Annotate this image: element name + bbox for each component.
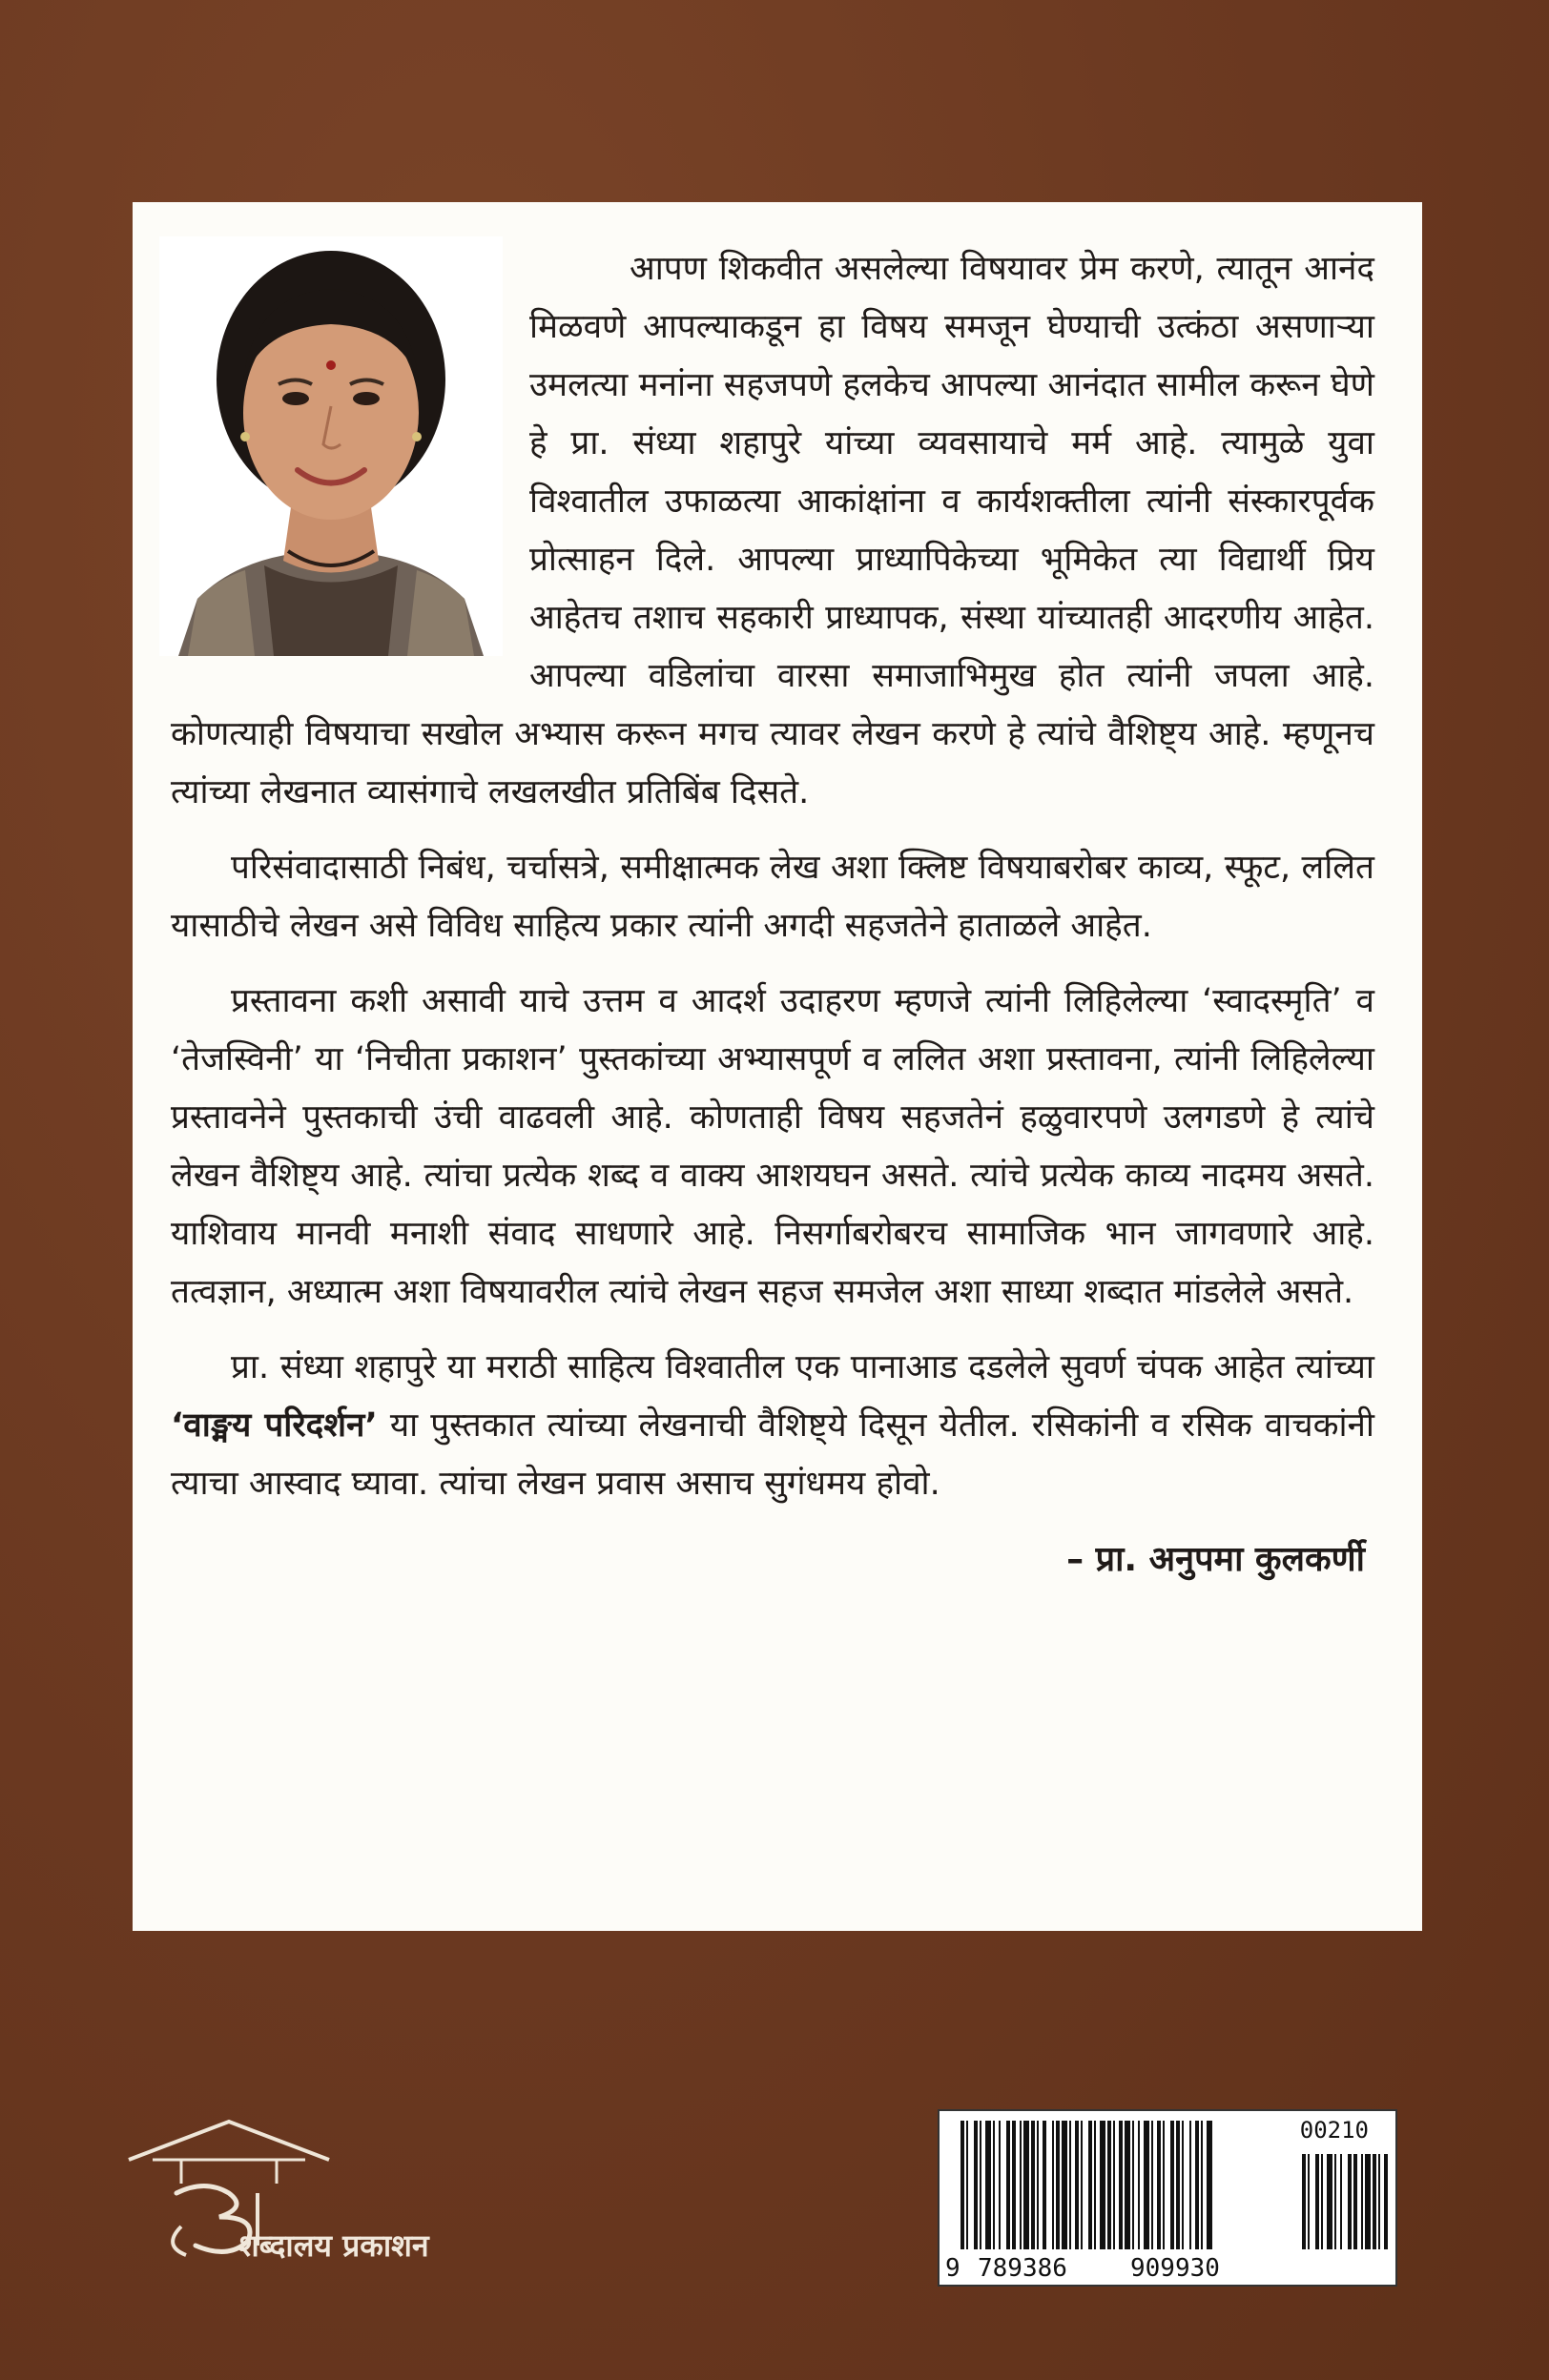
barcode-right-digits: 909930	[1130, 2254, 1220, 2283]
paragraph-1: आपण शिकवीत असलेल्या विषयावर प्रेम करणे, त्यातून आनंद मिळवणे आपल्याकडून हा विषय समजून घेण्याची उत्कंठा असणाऱ्या उमलत्या मनांना सहजपणे हलकेच आपल्या आनंदात सामील करून घेणे हे प्रा. संध्या शहापुरे यांच्या व्यवसायाचे मर्म आहे. त्यामुळे युवा विश्वातील उफाळत्या आकांक्षांना व कार्यशक्तीला त्यांनी संस्कारपूर्वक प्रोत्साहन दिले. आपल्या प्राध्यापिकेच्या भूमिकेत त्या विद्यार्थी प्रिय आहेतच तशाच सहकारी प्राध्यापक, संस्था यांच्यातही आदरणीय आहेत. आपल्या वडिलांचा वारसा समाजाभिमुख होत त्यांनी जपला आहे. कोणत्याही विषयाचा सखोल अभ्यास करून मगच त्यावर लेखन करणे हे त्यांचे वैशिष्ट्य आहे. म्हणूनच त्यांच्या लेखनात व्यासंगाचे लखलखीत प्रतिबिंब दिसते.	[171, 250, 1374, 811]
barcode-bar	[974, 2121, 978, 2249]
barcode-bar	[1132, 2121, 1134, 2249]
back-cover-text-panel	[133, 202, 1422, 1931]
barcode-lead-digit: 9	[945, 2254, 960, 2283]
barcode-bar	[980, 2121, 981, 2249]
barcode-bar	[1043, 2121, 1046, 2249]
barcode-left-digits: 789386	[978, 2254, 1067, 2283]
barcode-addon-bar	[1327, 2154, 1332, 2249]
barcode-bar	[1157, 2121, 1161, 2249]
barcode-bar	[1138, 2121, 1140, 2249]
barcode-bar	[1012, 2121, 1016, 2249]
barcode-bar	[1144, 2121, 1149, 2249]
barcode-bar	[1006, 2121, 1010, 2249]
barcode-bar	[1151, 2121, 1153, 2249]
barcode-bar	[1201, 2121, 1203, 2249]
reviewer-signature: – प्रा. अनुपमा कुलकर्णी	[1066, 1540, 1365, 1579]
barcode-bar	[999, 2121, 1001, 2249]
barcode-bar	[1163, 2121, 1165, 2249]
paragraph-2: परिसंवादासाठी निबंध, चर्चासत्रे, समीक्षात्मक लेख अशा क्लिष्ट विषयाबरोबर काव्य, स्फूट, ललित यासाठीचे लेखन असे विविध साहित्य प्रकार त्यांनी अगदी सहजतेने हाताळले आहेत.	[171, 849, 1374, 945]
isbn-barcode	[938, 2109, 1397, 2287]
barcode-bar	[1023, 2121, 1029, 2249]
barcode-bar	[960, 2121, 964, 2249]
barcode-bar	[1100, 2121, 1105, 2249]
barcode-bar	[1031, 2121, 1035, 2249]
barcode-addon-bar	[1315, 2154, 1319, 2249]
barcode-addon-bar	[1353, 2154, 1357, 2249]
barcode-bar	[1056, 2121, 1060, 2249]
barcode-bar	[1062, 2121, 1067, 2249]
barcode-bar	[1125, 2121, 1130, 2249]
barcode-bar	[1170, 2121, 1174, 2249]
barcode-addon-bar	[1321, 2154, 1323, 2249]
barcode-addon-bar	[1334, 2154, 1336, 2249]
barcode-addon-bar	[1361, 2154, 1363, 2249]
barcode-addon-bar	[1340, 2154, 1342, 2249]
barcode-bar	[1113, 2121, 1115, 2249]
barcode-addon-bar	[1348, 2154, 1352, 2249]
barcode-bar	[1081, 2121, 1083, 2249]
barcode-addon-bar	[1384, 2154, 1388, 2249]
publisher-name: शब्दालय प्रकाशन	[238, 2227, 429, 2264]
paragraph-3: प्रस्तावना कशी असावी याचे उत्तम व आदर्श उदाहरण म्हणजे त्यांनी लिहिलेल्या ‘स्वादस्मृति’ व ‘तेजस्विनी’ या ‘निचीता प्रकाशन’ पुस्तकांच्या अभ्यासपूर्ण व ललित अशा प्रस्तावना, त्यांनी लिहिलेल्या प्रस्तावनेने पुस्तकाची उंची वाढवली आहे. कोणताही विषय सहजतेनं हळुवारपणे उलगडणे हे त्यांचे लेखन वैशिष्ट्य आहे. त्यांचा प्रत्येक शब्द व वाक्य आशयघन असते. त्यांचे प्रत्येक काव्य नादमय असते. याशिवाय मानवी मनाशी संवाद साधणारे आहे. निसर्गाबरोबरच सामाजिक भान जागवणारे आहे. तत्वज्ञान, अध्यात्म अशा विषयावरील त्यांचे लेखन सहज समजेल अशा साध्या शब्दात मांडलेले असते.	[171, 982, 1374, 1311]
barcode-bar	[985, 2121, 991, 2249]
paragraph-4-start: प्रा. संध्या शहापुरे या मराठी साहित्य विश्वातील एक पानाआड दडलेले सुवर्ण चंपक आहेत त्यांच्या	[231, 1348, 1374, 1386]
barcode-bar	[1182, 2121, 1184, 2249]
barcode-bar	[1069, 2121, 1071, 2249]
barcode-bar	[966, 2121, 968, 2249]
barcode-bar	[993, 2121, 995, 2249]
barcode-addon-bar	[1302, 2154, 1306, 2249]
author-photo	[159, 236, 503, 656]
barcode-bar	[1088, 2121, 1092, 2249]
barcode-bar	[1195, 2121, 1199, 2249]
barcode-price-code: 00210	[1299, 2117, 1369, 2144]
barcode-bar	[1119, 2121, 1123, 2249]
paragraph-4	[171, 1339, 1374, 1513]
barcode-bar	[1207, 2121, 1212, 2249]
barcode-bar	[1037, 2121, 1039, 2249]
barcode-bar	[1020, 2121, 1022, 2249]
barcode-bar	[1189, 2121, 1191, 2249]
barcode-addon-bar	[1378, 2154, 1380, 2249]
book-title: ‘वाङ्मय परिदर्शन’	[171, 1406, 378, 1445]
barcode-addon-bar	[1308, 2154, 1310, 2249]
paragraph-4-end: या पुस्तकात त्यांच्या लेखनाची वैशिष्ट्ये दिसून येतील. रसिकांनी व रसिक वाचकांनी त्याचा आस्वाद घ्यावा. त्यांचा लेखन प्रवास असाच सुगंधमय होवो.	[171, 1406, 1374, 1503]
barcode-addon-bar	[1365, 2154, 1371, 2249]
barcode-addon-bar	[1373, 2154, 1376, 2249]
barcode-bar	[1107, 2121, 1111, 2249]
barcode-bar	[1094, 2121, 1096, 2249]
barcode-bar	[1176, 2121, 1180, 2249]
barcode-bar	[1075, 2121, 1079, 2249]
barcode-bar	[1052, 2121, 1054, 2249]
